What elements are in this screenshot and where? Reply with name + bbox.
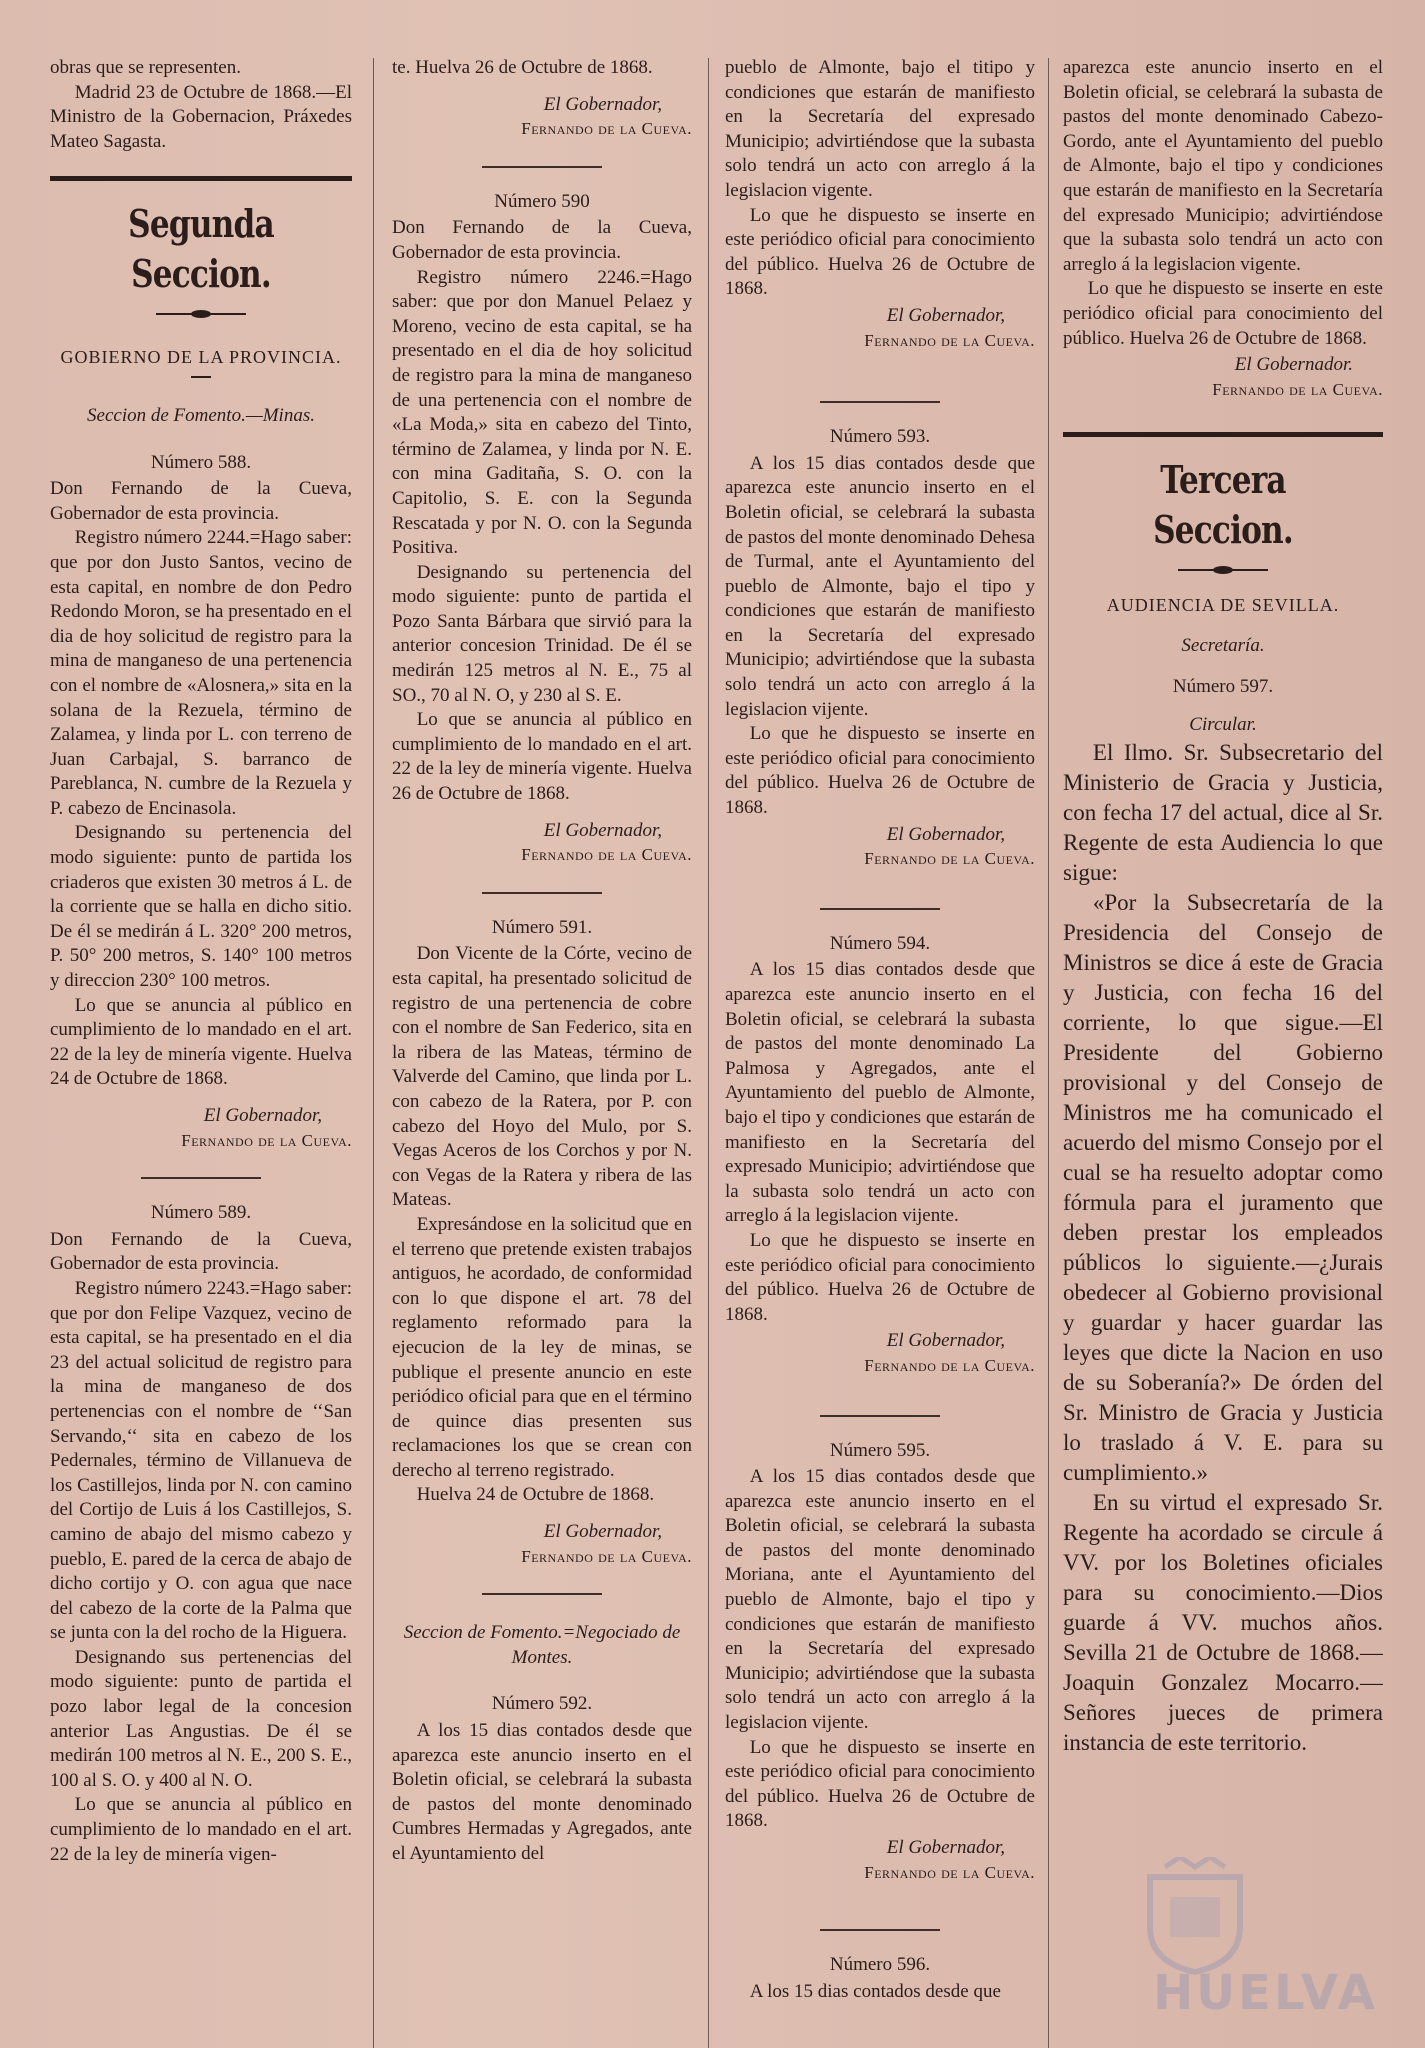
notice-body: Lo que se anuncia al público en cumplimiento de lo mandado en el art. 22 de la ley de minería vigen- xyxy=(50,1794,352,1865)
signature-title: El Gobernador, xyxy=(886,304,1005,326)
signature-name: Fernando de la Cueva. xyxy=(864,1355,1035,1375)
divider xyxy=(482,166,602,168)
watermark-text: HUELVA xyxy=(1153,1965,1378,2021)
notice-body: Huelva 24 de Octubre de 1868. xyxy=(416,1484,655,1506)
continued-text: Lo que he dispuesto se inserte en este periódico oficial para conocimiento del público. Huelva 26 de Octubre de 1868. xyxy=(1063,278,1383,349)
continued-text: Madrid 23 de Octubre de 1868.—El Ministro de la Gobernacion, Práxedes Mateo Sagasta. xyxy=(50,81,352,152)
signature-title: El Gobernador, xyxy=(543,93,662,115)
notice-body: Registro número 2246.=Hago saber: que por don Manuel Pelaez y Moreno, vecino de esta capital, se ha presentado en el dia de hoy solicitud de registro para la mina de manganeso de una pertenencia con el nombre de «La Moda,» sita en cabezo del Tinto, término de Zalamea, y linda por N. E. con mina Gaditaña, S. O. con la Capitolio, S. E. con la Segunda Rescatada y por N. O. con la Segunda Positiva. xyxy=(392,266,692,559)
notice-body: A los 15 dias contados desde que xyxy=(749,1980,1001,2002)
continued-text: aparezca este anuncio inserto en el Boletin oficial, se celebrará la subasta de pastos del monte denominado Cabezo-Gordo, ante el Ayuntamiento del pueblo de Almonte, bajo el tipo y condiciones que estarán de manifiesto en la Secretaría del expresado Municipio; advirtiéndose que la subasta solo tendrá un acto con arreglo á la legislacion vigente. xyxy=(1063,57,1383,275)
section-rule xyxy=(1063,432,1383,437)
notice-body: En su virtud el expresado Sr. Regente ha acordado se circule á VV. por los Boletines oficiales para su conocimiento.—Dios guarde á VV. muchos años. Sevilla 21 de Octubre de 1868.—Joaquin Gonzalez Mocarro.—Señores jueces de primera instancia de este territorio. xyxy=(1063,1489,1383,1755)
notice-body: Lo que se anuncia al público en cumplimiento de lo mandado en el art. 22 de la ley de minería vigente. Huelva 24 de Octubre de 1868. xyxy=(50,994,352,1090)
signature-name: Fernando de la Cueva. xyxy=(864,1862,1035,1882)
column-divider xyxy=(373,58,374,2048)
signature-title: El Gobernador, xyxy=(886,1330,1005,1352)
divider xyxy=(820,908,940,910)
signature-title: El Gobernador, xyxy=(886,823,1005,845)
signature-title: El Gobernador. xyxy=(1234,354,1353,376)
notice-body: Expresándose en la solicitud que en el terreno que pretende existen trabajos antiguos, he acordado, de conformidad con lo que dispone el art. 78 del reglamento reformado para la ejecucion de la ley de minas, se publique el presente anuncio en este periódico oficial para que en el término de quince dias presenten sus reclamaciones los que se crean con derecho al terreno registrado. xyxy=(392,1213,692,1481)
signature-name: Fernando de la Cueva. xyxy=(864,330,1035,350)
library-watermark xyxy=(1135,1835,1380,2025)
notice-body: «Por la Subsecretaría de la Presidencia del Consejo de Ministros se dice á este de Gracia y Justicia, con fecha 16 del corriente, lo que sigue.—El Presidente del Gobierno provisional y del Consejo de Ministros me ha comunicado el acuerdo del mismo Consejo por el cual se ha resuelto adoptar como fórmula para el juramento que deben prestar los empleados públicos lo siguiente.—¿Jurais obedecer al Gobierno provisional y guardar y hacer guardar las leyes que dicte la Nacion en uso de su Soberanía?» De órden del Sr. Ministro de Gracia y Justicia lo traslado á V. E. para su cumplimiento.» xyxy=(1063,889,1383,1485)
column-divider xyxy=(1048,58,1049,2048)
notice-number: Número 591. xyxy=(491,916,593,938)
continued-text: pueblo de Almonte, bajo el titipo y condiciones que estarán de manifiesto en la Secretaría del expresado Municipio; advirtiéndose que la subasta solo tendrá un acto con arreglo á la legislacion vigente. xyxy=(725,57,1035,201)
subsection-heading: Seccion de Fomento.=Negociado de Montes. xyxy=(403,1622,681,1668)
notice-body: Designando su pertenencia del modo siguiente: punto de partida el Pozo Santa Bárbara que sirvió para la anterior concesion Trinidad. De él se medirán 125 metros al N. E., 75 al SO., 70 al N. O, y 230 al S. E. xyxy=(392,561,692,706)
divider xyxy=(482,1593,602,1595)
notice-body: Designando su pertenencia del modo siguiente: punto de partida los criaderos que existen 30 metros á L. de la corriente que se halla en dicho sitio. De él se medirán á L. 320° 200 metros, P. 50° 200 metros, S. 140° 100 metros y direccion 230° 100 metros. xyxy=(50,822,352,992)
notice-number: Número 595. xyxy=(829,1439,931,1461)
subsection-heading: Secretaría. xyxy=(1181,634,1265,656)
notice-number: Número 592. xyxy=(491,1693,593,1715)
signature-title: El Gobernador, xyxy=(203,1105,322,1126)
notice-body: Registro número 2244.=Hago saber: que por don Justo Santos, vecino de esta capital, en nombre de don Pedro Redondo Moron, se ha presentado en el dia de hoy solicitud de registro para la mina de manganeso de una pertenencia con el nombre de «Alosnera,» sita en la solana de la Rezuela, término de Zalamea, y linda por L. con terreno de Juan Carbajal, S. barranco de Pareblanca, N. cumbre de la Rezuela y P. cabezo de Encinasola. xyxy=(50,527,352,819)
signature-name: Fernando de la Cueva. xyxy=(521,1546,692,1566)
notice-body: A los 15 dias contados desde que aparezca este anuncio inserto en el Boletin oficial, se celebrará la subasta de pastos del monte denominado Moriana, ante el Ayuntamiento del pueblo de Almonte, bajo el tipo y condiciones que estarán de manifiesto en la Secretaría del expresado Municipio; advirtiéndose que la subasta solo tendrá un acto con arreglo á la legislacion vijente. xyxy=(725,1466,1035,1734)
continued-text: te. Huelva 26 de Octubre de 1868. xyxy=(392,57,653,78)
notice-number: Número 594. xyxy=(829,932,931,954)
notice-intro: Don Fernando de la Cueva, Gobernador de esta provincia. xyxy=(392,217,692,263)
notice-body: Designando sus pertenencias del modo siguiente: punto de partida el pozo labor legal de la concesion anterior Las Angustias. De él se medirán 100 metros al N. E., 200 S. E., 100 al S. O. y 400 al N. O. xyxy=(50,1646,352,1791)
notice-number: Número 588. xyxy=(150,451,252,473)
notice-intro: Don Fernando de la Cueva, Gobernador de esta provincia. xyxy=(50,478,352,524)
section-rule xyxy=(50,176,352,181)
signature-title: El Gobernador, xyxy=(543,1521,662,1543)
signature-name: Fernando de la Cueva. xyxy=(181,1130,352,1150)
notice-number: Número 589. xyxy=(150,1202,252,1224)
signature-name: Fernando de la Cueva. xyxy=(1212,379,1383,399)
notice-intro: Don Fernando de la Cueva, Gobernador de esta provincia. xyxy=(50,1228,352,1275)
notice-body: Registro número 2243.=Hago saber: que por don Felipe Vazquez, vecino de esta capital, se ha presentado en el dia 23 del actual solicitud de registro para la mina de manganeso de dos pertenencias con el nombre de ‘‘San Servando,‘‘ sita en cabezo de los Pedernales, término de Villanueva de los Castillejos, linda por N. con camino del Cortijo de Luis á los Castillejos, S. camino de abajo del mismo cabezo y pueblo, E. pared de la cerca de abajo de dicho cortijo y O. con agua que nace del cabezo de la corte de la Palma que se junta con la del rocho de la Higuera. xyxy=(50,1277,352,1644)
ornament-rule xyxy=(156,313,246,315)
dash-rule xyxy=(191,376,211,378)
column-3 xyxy=(725,56,1035,2048)
section-title: Tercera Seccion. xyxy=(1153,457,1293,553)
signature-name: Fernando de la Cueva. xyxy=(864,849,1035,869)
continued-text: obras que se representen. xyxy=(50,57,241,78)
divider xyxy=(820,1929,940,1931)
signature-name: Fernando de la Cueva. xyxy=(521,845,692,865)
notice-body: Lo que se anuncia al público en cumplimiento de lo mandado en el art. 22 de la ley de minería vigente. Huelva 26 de Octubre de 1868. xyxy=(392,709,692,805)
signature-title: El Gobernador, xyxy=(886,1837,1005,1858)
notice-body: A los 15 dias contados desde que aparezca este anuncio inserto en el Boletin oficial, se celebrará la subasta de pastos del monte denominado Dehesa de Turmal, ante el Ayuntamiento del pueblo de Almonte, bajo el tipo y condiciones que estarán de manifiesto en la Secretaría del expresado Municipio; advirtiéndose que la subasta solo tendrá un acto con arreglo á la legislacion vijente. xyxy=(725,452,1035,720)
section-heading: GOBIERNO DE LA PROVINCIA. xyxy=(60,347,342,368)
divider xyxy=(482,892,602,894)
column-divider xyxy=(708,58,709,2048)
notice-body: A los 15 dias contados desde que aparezca este anuncio inserto en el Boletin oficial, se celebrará la subasta de pastos del monte denominado La Palmosa y Agregados, ante el Ayuntamiento del pueblo de Almonte, bajo el tipo y condiciones que estarán de manifiesto en la Secretaría del expresado Municipio; advirtiéndose que la subasta solo tendrá un acto con arreglo á la legislacion vijente. xyxy=(725,959,1035,1227)
ornament-rule xyxy=(1178,569,1268,571)
notice-number: Número 590 xyxy=(494,190,590,212)
notice-body: Lo que he dispuesto se inserte en este periódico oficial para conocimiento del público. Huelva 26 de Octubre de 1868. xyxy=(725,1736,1035,1832)
continued-text: Lo que he dispuesto se inserte en este periódico oficial para conocimiento del público. Huelva 26 de Octubre de 1868. xyxy=(725,204,1035,300)
notice-body: El Ilmo. Sr. Subsecretario del Ministerio de Gracia y Justicia, con fecha 17 del actual, dice al Sr. Regente de esta Audiencia lo que sigue: xyxy=(1063,739,1383,885)
circular-label: Circular. xyxy=(1189,714,1257,736)
column-2 xyxy=(392,56,692,2048)
notice-body: Lo que he dispuesto se inserte en este periódico oficial para conocimiento del público. Huelva 26 de Octubre de 1868. xyxy=(725,1229,1035,1325)
section-title: Segunda Seccion. xyxy=(128,201,274,297)
signature-title: El Gobernador, xyxy=(543,819,662,841)
divider xyxy=(820,1415,940,1417)
notice-body: Lo que he dispuesto se inserte en este periódico oficial para conocimiento del público. Huelva 26 de Octubre de 1868. xyxy=(725,723,1035,819)
section-heading: AUDIENCIA DE SEVILLA. xyxy=(1106,595,1340,616)
signature-name: Fernando de la Cueva. xyxy=(521,119,692,139)
notice-number: Número 593. xyxy=(829,426,931,448)
crest-icon xyxy=(1135,1857,1255,1977)
notice-body: Don Vicente de la Córte, vecino de esta capital, ha presentado solicitud de registro de una pertenencia de cobre con el nombre de San Federico, sita en la ribera de las Mateas, término de Valverde del Camino, que linda por L. con cabezo de la Ratera, por P. con cabezo del Hoyo del Mulo, por S. Vegas Aceros de los Corchos y por N. con Vegas de la Ratera y ribera de las Mateas. xyxy=(392,943,692,1211)
column-1 xyxy=(50,56,352,2048)
notice-body: A los 15 dias contados desde que aparezca este anuncio inserto en el Boletin oficial, se celebrará la subasta de pastos del monte denominado Cumbres Hermadas y Agregados, ante el Ayuntamiento del xyxy=(392,1720,692,1864)
notice-number: Número 597. xyxy=(1172,675,1274,697)
column-4 xyxy=(1063,56,1383,2048)
divider xyxy=(141,1177,261,1179)
notice-number: Número 596. xyxy=(829,1954,931,1976)
divider xyxy=(820,401,940,403)
subsection-heading: Seccion de Fomento.—Minas. xyxy=(87,404,315,426)
